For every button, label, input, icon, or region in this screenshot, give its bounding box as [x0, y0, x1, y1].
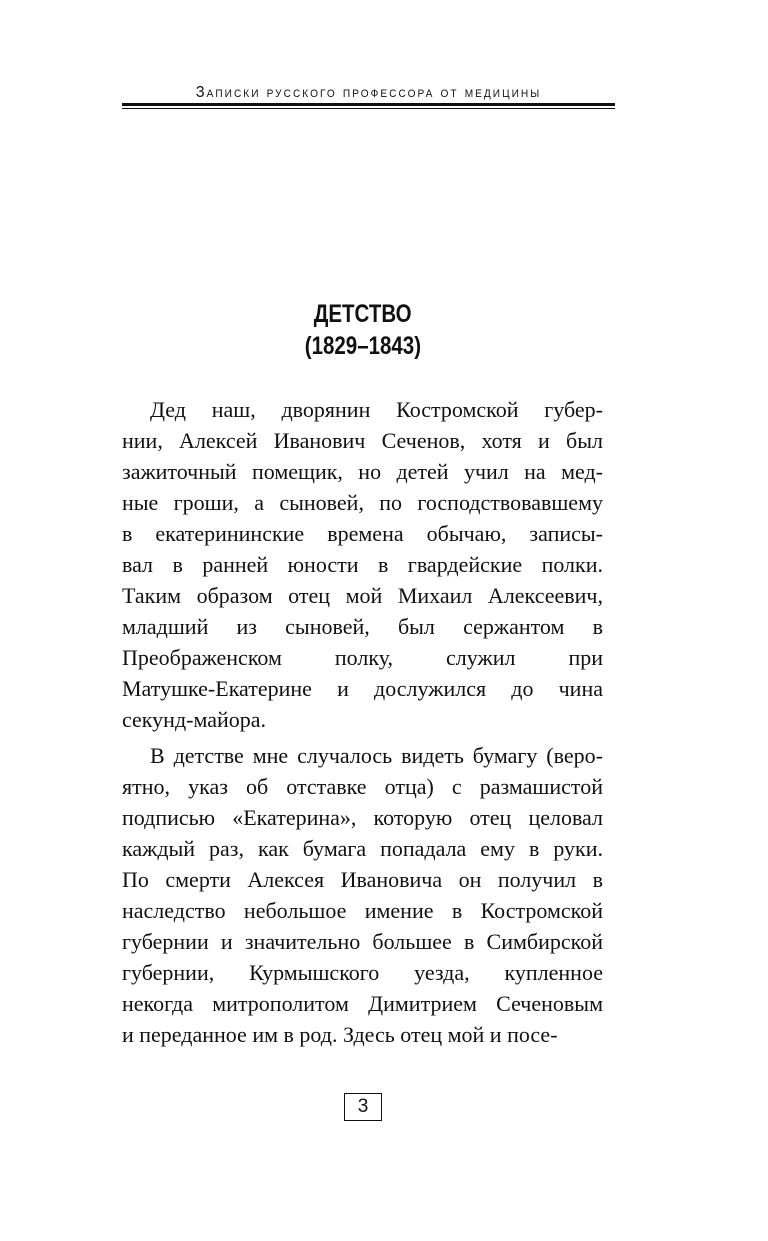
- text-line: Преображенском полку, служил при: [122, 645, 603, 670]
- text-line: наследство небольшое имение в Костромской: [122, 898, 603, 923]
- text-line: губернии, Курмышского уезда, купленное: [122, 960, 603, 985]
- chapter-years: [122, 330, 603, 362]
- body-text: [122, 394, 603, 1055]
- text-line: В детстве мне случалось видеть бумагу (веро-: [150, 743, 603, 768]
- text-line: нии, Алексей Иванович Сеченов, хотя и был: [122, 428, 603, 453]
- paragraph: [122, 394, 603, 735]
- header-rule-thin: [122, 108, 615, 109]
- text-line: губернии и значительно большее в Симбирской: [122, 929, 603, 954]
- text-line: Дед наш, дворянин Костромской губер-: [150, 397, 603, 422]
- header-rule-thick: [122, 103, 615, 106]
- text-line: в екатерининские времена обычаю, записы-: [122, 521, 603, 546]
- text-line: каждый раз, как бумага попадала ему в руки.: [122, 836, 603, 861]
- text-line: По смерти Алексея Ивановича он получил в: [122, 867, 603, 892]
- text-line: ные гроши, а сыновей, по господствовавшему: [122, 490, 603, 515]
- text-line: секунд-майора.: [122, 707, 267, 732]
- chapter-title-text: ДЕТСТВО: [313, 300, 412, 328]
- text-line: младший из сыновей, был сержантом в: [122, 614, 603, 639]
- chapter-years-text: (1829–1843): [304, 332, 421, 360]
- text-line: ятно, указ об отставке отца) с размашистой: [122, 774, 603, 799]
- text-line: и переданное им в род. Здесь отец мой и посе-: [122, 1022, 558, 1047]
- paragraph: [122, 740, 603, 1050]
- page-number: 3: [344, 1093, 382, 1121]
- chapter-title: [122, 298, 603, 330]
- text-line: вал в ранней юности в гвардейские полки.: [122, 552, 603, 577]
- text-line: подписью «Екатерина», которую отец целовал: [122, 805, 603, 830]
- text-line: некогда митрополитом Димитрием Сеченовым: [122, 991, 603, 1016]
- running-head: Записки русского профессора от медицины: [195, 84, 542, 101]
- text-line: Таким образом отец мой Михаил Алексеевич,: [122, 583, 603, 608]
- text-line: зажиточный помещик, но детей учил на мед-: [122, 459, 603, 484]
- text-line: Матушке-Екатерине и дослужился до чина: [122, 676, 603, 701]
